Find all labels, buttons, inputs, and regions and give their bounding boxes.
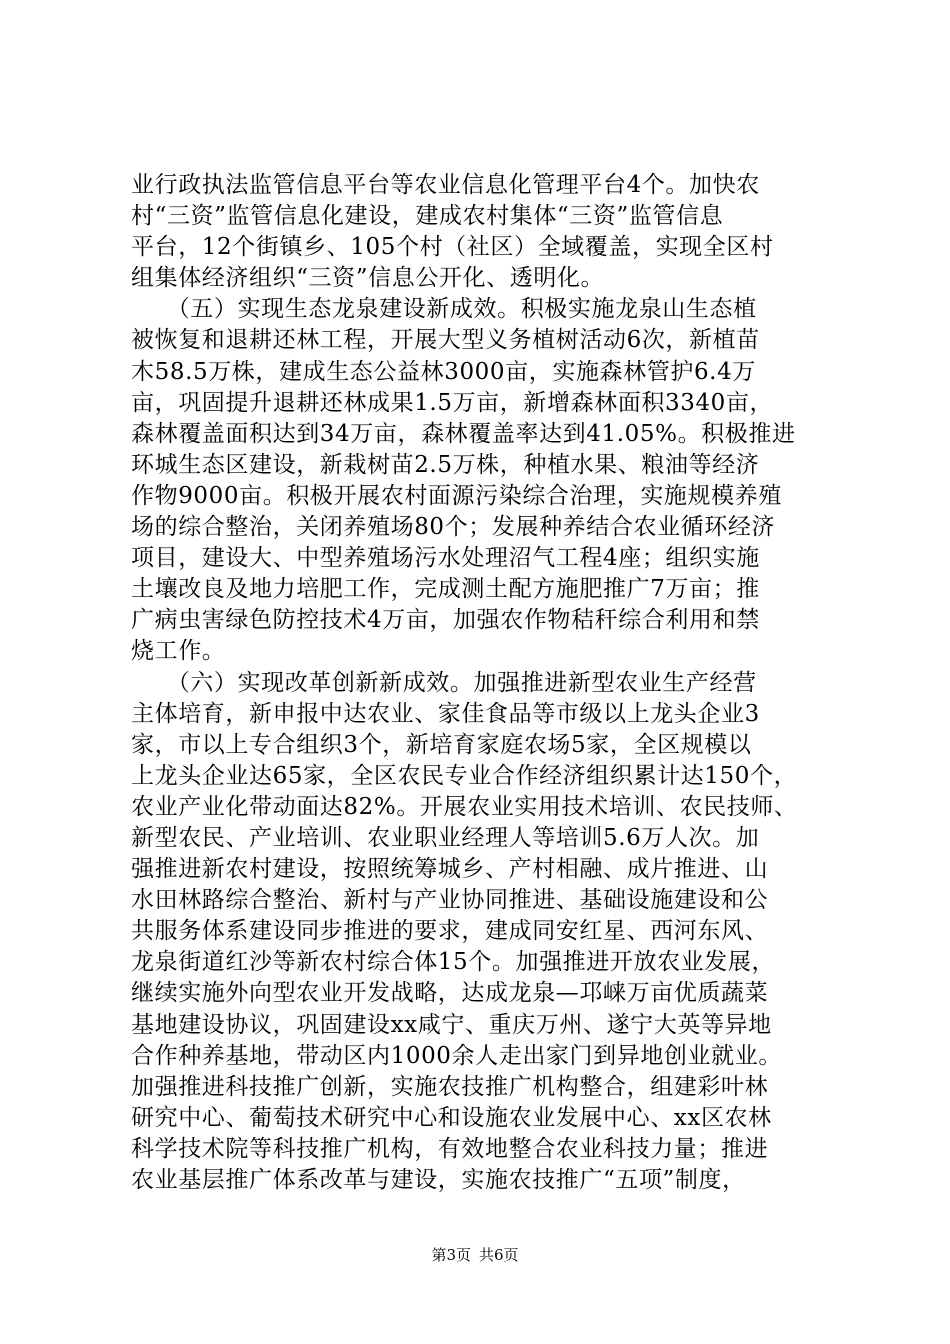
text-line: 加强推进科技推广创新，实施农技推广机构整合，组建彩叶林 [131, 1073, 769, 1100]
text-line: 项目，建设大、中型养殖场污水处理沼气工程4座；组织实施 [131, 545, 760, 572]
text-line: 土壤改良及地力培肥工作，完成测土配方施肥推广7万亩；推 [131, 576, 760, 603]
text-line: 被恢复和退耕还林工程，开展大型义务植树活动6次，新植苗 [131, 327, 760, 354]
text-line: 亩，巩固提升退耕还林成果1.5万亩，新增森林面积3340亩， [131, 389, 774, 416]
text-line: 科学技术院等科技推广机构，有效地整合农业科技力量；推进 [131, 1135, 769, 1162]
text-line: 共服务体系建设同步推进的要求，建成同安红星、西河东风、 [131, 918, 769, 945]
text-line: 新型农民、产业培训、农业职业经理人等培训5.6万人次。加 [131, 824, 760, 851]
text-line: 继续实施外向型农业开发战略，达成龙泉—邛崃万亩优质蔬菜 [131, 980, 769, 1007]
text-line: 广病虫害绿色防控技术4万亩，加强农作物秸秆综合利用和禁 [131, 607, 760, 634]
text-line: 水田林路综合整治、新村与产业协同推进、基础设施建设和公 [131, 887, 769, 914]
text-line: 村“三资”监管信息化建设，建成农村集体“三资”监管信息 [131, 203, 724, 230]
text-line: 基地建设协议，巩固建设xx咸宁、重庆万州、遂宁大英等异地 [131, 1011, 772, 1038]
text-line: 上龙头企业达65家，全区农民专业合作经济组织累计达150个， [131, 762, 798, 789]
page-total: 共6页 [479, 1246, 519, 1264]
text-line: 森林覆盖面积达到34万亩，森林覆盖率达到41.05%。积极推进 [131, 420, 796, 447]
text-line: 组集体经济组织“三资”信息公开化、透明化。 [131, 265, 605, 292]
text-line: 农业产业化带动面达82%。开展农业实用技术培训、农民技师、 [131, 793, 798, 820]
body-text [131, 170, 831, 1196]
text-line: 平台，12个街镇乡、105个村（社区）全域覆盖，实现全区村 [131, 234, 774, 261]
text-line: 合作种养基地，带动区内1000余人走出家门到异地创业就业。 [131, 1042, 782, 1069]
text-line: 强推进新农村建设，按照统筹城乡、产村相融、成片推进、山 [131, 856, 769, 883]
text-line: （六）实现改革创新新成效。加强推进新型农业生产经营 [131, 669, 757, 696]
text-line: 业行政执法监管信息平台等农业信息化管理平台4个。加快农 [131, 172, 760, 198]
text-line: 烧工作。 [131, 638, 226, 665]
text-line: 作物9000亩。积极开展农村面源污染综合治理，实施规模养殖 [131, 482, 782, 509]
text-line: 场的综合整治，关闭养殖场80个；发展种养结合农业循环经济 [131, 514, 776, 541]
text-line: （五）实现生态龙泉建设新成效。积极实施龙泉山生态植 [131, 296, 757, 323]
text-line: 环城生态区建设，新栽树苗2.5万株，种植水果、粮油等经济 [131, 451, 760, 478]
text-line: 木58.5万株，建成生态公益林3000亩，实施森林管护6.4万 [131, 358, 756, 385]
page-number: 第3页 [431, 1246, 471, 1264]
text-line: 农业基层推广体系改革与建设，实施农技推广“五项”制度， [131, 1167, 746, 1193]
text-line: 家，市以上专合组织3个，新培育家庭农场5家，全区规模以 [131, 731, 752, 758]
text-line: 龙泉街道红沙等新农村综合体15个。加强推进开放农业发展， [131, 949, 776, 976]
text-line: 研究中心、葡萄技术研究中心和设施农业发展中心、xx区农林 [131, 1104, 772, 1131]
text-line: 主体培育，新申报中达农业、家佳食品等市级以上龙头企业3 [131, 700, 760, 727]
page-footer [0, 1245, 950, 1265]
